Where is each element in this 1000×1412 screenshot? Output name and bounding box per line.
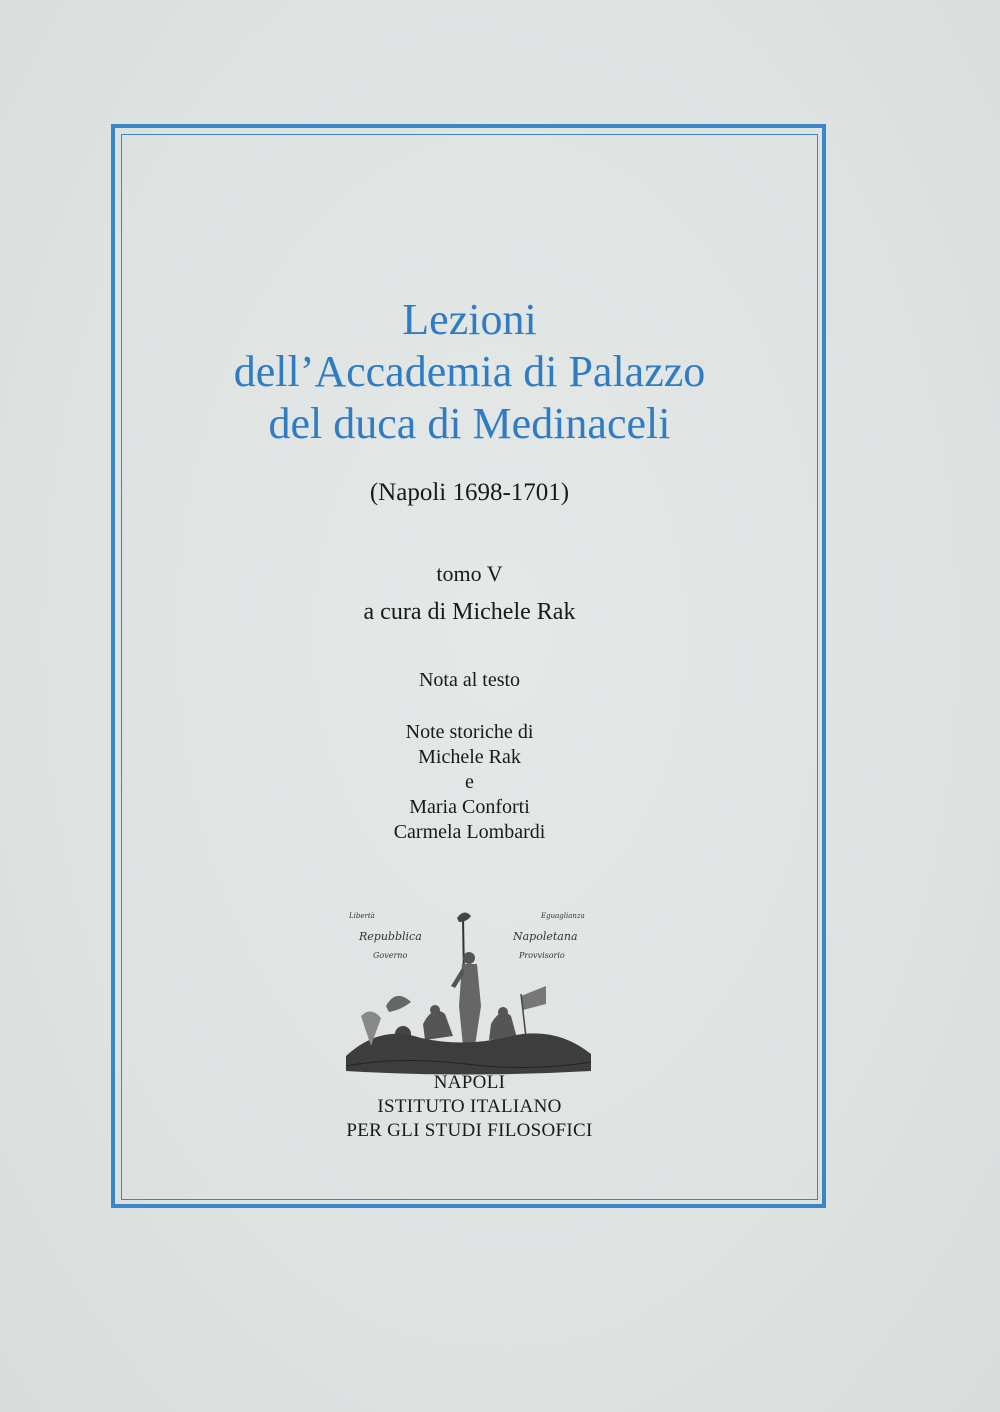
notes-line-1: Note storiche di — [405, 721, 534, 743]
volume-number: tomo V — [436, 561, 503, 586]
curator-line: a cura di Michele Rak — [363, 599, 576, 625]
title-line-2: dell’Accademia di Palazzo — [233, 347, 706, 396]
publisher-name-2: PER GLI STUDI FILOSOFICI — [346, 1120, 593, 1141]
publisher-city: NAPOLI — [433, 1072, 506, 1093]
emblem-text-br: Provvisorio — [519, 951, 565, 960]
notes-line-4: Maria Conforti — [409, 796, 530, 818]
historical-notes-credits — [121, 720, 818, 845]
emblem-text-bl: Governo — [373, 951, 408, 960]
emblem-text-ml: Repubblica — [359, 930, 422, 943]
emblem-text-mr: Napoletana — [513, 930, 578, 943]
publisher-info — [121, 1071, 818, 1143]
republic-emblem-icon — [341, 906, 596, 1091]
publisher-name-1: ISTITUTO ITALIANO — [377, 1096, 562, 1117]
notes-line-5: Carmela Lombardi — [393, 821, 546, 843]
notes-line-3: e — [465, 771, 474, 793]
book-title — [121, 294, 818, 450]
emblem-text-tl: Libertà — [349, 912, 375, 920]
title-line-1: Lezioni — [402, 295, 537, 344]
emblem-text-tr: Eguaglianza — [541, 912, 585, 920]
nota-al-testo: Nota al testo — [418, 669, 521, 691]
title-line-3: del duca di Medinaceli — [268, 399, 671, 448]
notes-line-2: Michele Rak — [418, 746, 521, 768]
publication-dates: (Napoli 1698-1701) — [369, 479, 570, 506]
